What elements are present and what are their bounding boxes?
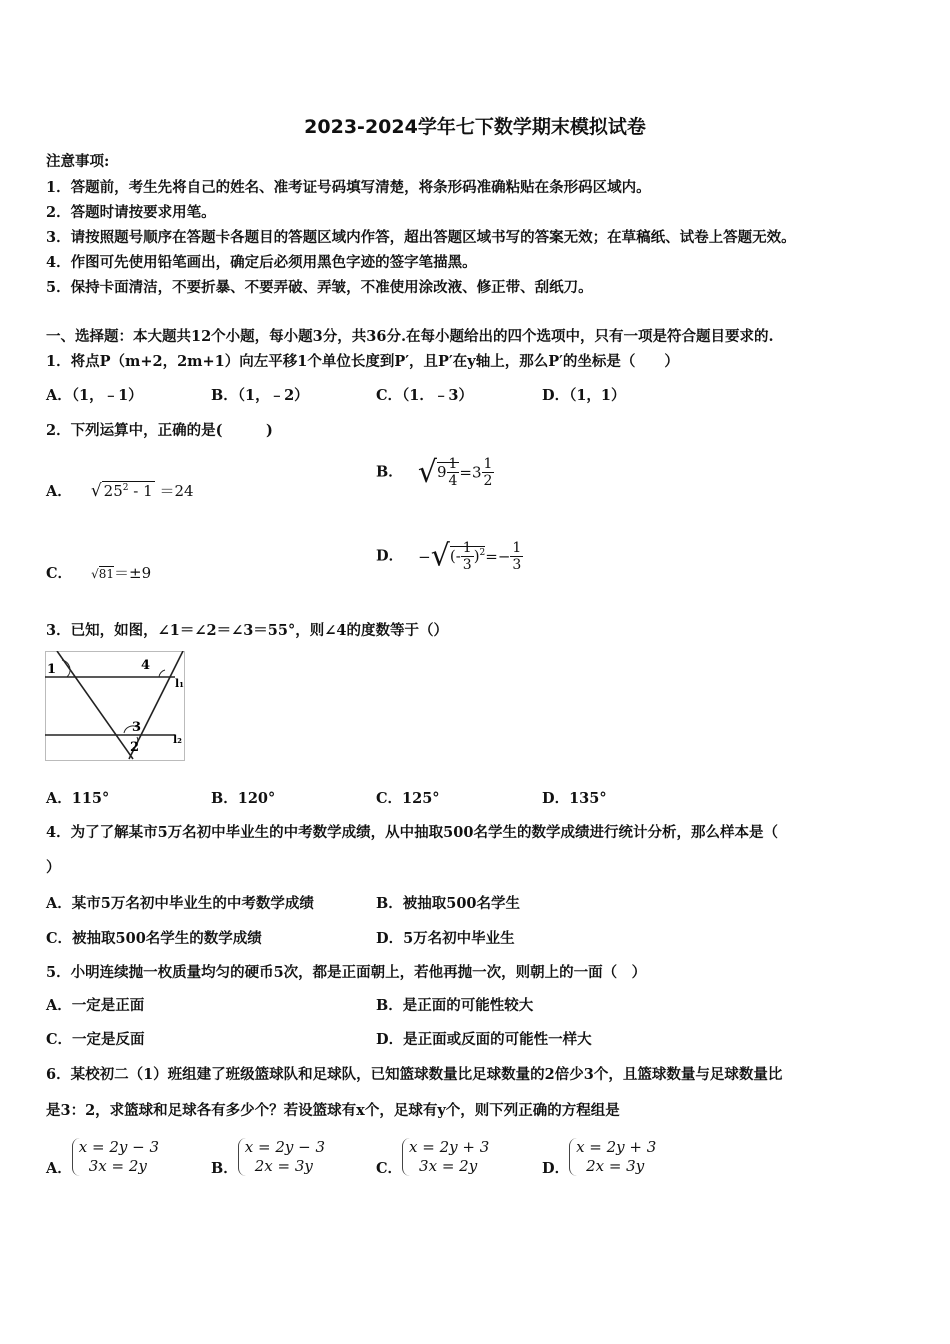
label-angle-1: 1 xyxy=(47,662,57,677)
label-line-l1: l₁ xyxy=(175,677,184,690)
radicand: 25 xyxy=(103,482,123,500)
q4-stem: 4．为了了解某市5万名初中毕业生的中考数学成绩，从中抽取500名学生的数学成绩进行统计分析，那么样本是（ xyxy=(46,824,778,841)
q3-option-a: A．115° xyxy=(46,790,110,807)
q5-option-c: C．一定是反面 xyxy=(46,1031,145,1048)
radicand xyxy=(449,540,486,573)
q2-option-c xyxy=(46,563,151,584)
q6-stem-cont: 是3：2，求篮球和足球各有多少个？若设篮球有x个，足球有y个，则下列正确的方程组是 xyxy=(46,1102,620,1119)
q6-option-b xyxy=(211,1138,325,1176)
option-label: B． xyxy=(211,1160,238,1177)
fraction xyxy=(510,540,523,573)
denominator: 4 xyxy=(448,473,458,489)
q4-option-d: D．5万名初中毕业生 xyxy=(376,930,515,947)
equals: =− xyxy=(485,547,511,566)
q1-option-b: B．（1，﹣2） xyxy=(211,387,309,404)
fraction xyxy=(482,456,495,489)
q1-option-d: D．（1，1） xyxy=(542,387,626,404)
q4-option-c: C．被抽取500名学生的数学成绩 xyxy=(46,930,262,947)
option-label: C． xyxy=(376,1160,403,1177)
radicand xyxy=(436,456,459,489)
q3-stem: 3．已知，如图，∠1＝∠2＝∠3＝55°，则∠4的度数等于（） xyxy=(46,622,448,639)
notice-item: 4．作图可先使用铅笔画出，确定后必须用黑色字迹的签字笔描黑。 xyxy=(46,254,477,271)
equation-row: 2x = 3y xyxy=(586,1157,645,1175)
q4-stem-cont: ） xyxy=(46,859,61,876)
equation-system xyxy=(72,1138,159,1176)
equation-row: 3x = 2y xyxy=(419,1157,478,1175)
equation-row: x = 2y + 3 xyxy=(409,1138,490,1156)
sqrt-expression: √ $25^2 - 1$ xyxy=(90,481,153,501)
q3-option-c: C．125° xyxy=(376,790,440,807)
equation-system xyxy=(238,1138,325,1176)
q2-option-d xyxy=(376,540,523,592)
numerator: 1 xyxy=(448,456,458,472)
label-angle-4: 4 xyxy=(141,658,151,673)
radicand: 81 xyxy=(98,567,115,581)
option-label: D． xyxy=(542,1160,570,1177)
option-label: B． xyxy=(376,463,403,481)
fraction xyxy=(461,540,474,573)
numerator: 1 xyxy=(483,456,493,472)
open-paren: (- xyxy=(449,546,461,565)
q4-option-b: B．被抽取500名学生 xyxy=(376,895,521,912)
q3-option-b: B．120° xyxy=(211,790,276,807)
equation-row: x = 2y + 3 xyxy=(576,1138,657,1156)
figure-border xyxy=(46,652,185,761)
q6-stem: 6．某校初二（1）班组建了班级篮球队和足球队，已知篮球数量比足球数量的2倍少3个，且篮球数量与足球数量比 xyxy=(46,1066,783,1083)
notice-heading: 注意事项: xyxy=(46,153,110,170)
q3-option-d: D．135° xyxy=(542,790,607,807)
q2-option-b xyxy=(376,456,494,508)
q3-figure xyxy=(45,651,185,761)
option-label: C． xyxy=(46,565,73,582)
q6-option-a xyxy=(46,1138,159,1176)
close-paren: ) xyxy=(473,546,480,565)
equals: =3 xyxy=(459,463,482,482)
option-label: A． xyxy=(46,1160,72,1177)
q1-option-a: A．（1，﹣1） xyxy=(46,387,143,404)
section-heading: 一、选择题：本大题共12个小题，每小题3分，共36分.在每小题给出的四个选项中，只有一项是符合题目要求的. xyxy=(46,328,774,345)
notice-item: 3．请按照题号顺序在答题卡各题目的答题区域内作答，超出答题区域书写的答案无效；在草稿纸、试卷上答题无效。 xyxy=(46,229,796,246)
label-angle-3: 3 xyxy=(132,720,142,735)
angle-arc-4 xyxy=(159,670,165,677)
q1-option-c: C．（1．﹣3） xyxy=(376,387,473,404)
minus: − xyxy=(418,547,431,566)
whole-part: 9 xyxy=(436,462,447,481)
q6-option-d xyxy=(542,1138,656,1176)
notice-item: 5．保持卡面清洁，不要折暴、不要弄破、弄皱，不准使用涂改液、修正带、刮纸刀。 xyxy=(46,279,593,296)
q2-option-a xyxy=(46,478,194,502)
equation-system xyxy=(569,1138,656,1176)
denominator: 3 xyxy=(512,557,522,573)
equation-row: 2x = 3y xyxy=(254,1157,313,1175)
equation-system xyxy=(402,1138,489,1176)
q1-stem: 1．将点P（m+2，2m+1）向左平移1个单位长度到P′，且P′在y轴上，那么P′的坐标是（ ） xyxy=(46,353,679,370)
rhs: ＝24 xyxy=(159,482,194,500)
q5-option-d: D．是正面或反面的可能性一样大 xyxy=(376,1031,592,1048)
q4-option-a: A．某市5万名初中毕业生的中考数学成绩 xyxy=(46,895,314,912)
rhs: ＝±9 xyxy=(114,564,152,582)
fraction xyxy=(447,456,460,489)
q5-stem: 5．小明连续抛一枚质量均匀的硬币5次，都是正面朝上，若他再抛一次，则朝上的一面（ ） xyxy=(46,964,647,981)
option-label: A． xyxy=(46,483,72,500)
equation-row: x = 2y − 3 xyxy=(244,1138,325,1156)
sqrt-sign: √ xyxy=(430,538,450,574)
q5-option-b: B．是正面的可能性较大 xyxy=(376,997,534,1014)
exponent: 2 xyxy=(122,483,129,493)
label-angle-2: 2 xyxy=(130,740,140,755)
numerator: 1 xyxy=(512,540,522,556)
page-title: 2023-2024学年七下数学期末模拟试卷 xyxy=(304,116,646,138)
transversal-left xyxy=(57,651,133,759)
equation-row: x = 2y − 3 xyxy=(78,1138,159,1156)
sqrt-sign: √ xyxy=(417,454,437,490)
notice-item: 2．答题时请按要求用笔。 xyxy=(46,204,216,221)
q2-stem: 2．下列运算中，正确的是( ) xyxy=(46,422,273,439)
q5-option-a: A．一定是正面 xyxy=(46,997,145,1014)
label-line-l2: l₂ xyxy=(173,733,182,746)
equation-row: 3x = 2y xyxy=(88,1157,147,1175)
sqrt-expression: √81 xyxy=(91,567,115,581)
option-label: D． xyxy=(376,547,404,565)
denominator: 3 xyxy=(462,557,472,573)
radicand-tail: - 1 xyxy=(128,482,153,500)
q6-option-c xyxy=(376,1138,489,1176)
exponent: 2 xyxy=(479,547,486,558)
numerator: 1 xyxy=(462,540,472,556)
notice-item: 1．答题前，考生先将自己的姓名、准考证号码填写清楚，将条形码准确粘贴在条形码区域内。 xyxy=(46,179,651,196)
denominator: 2 xyxy=(483,473,493,489)
